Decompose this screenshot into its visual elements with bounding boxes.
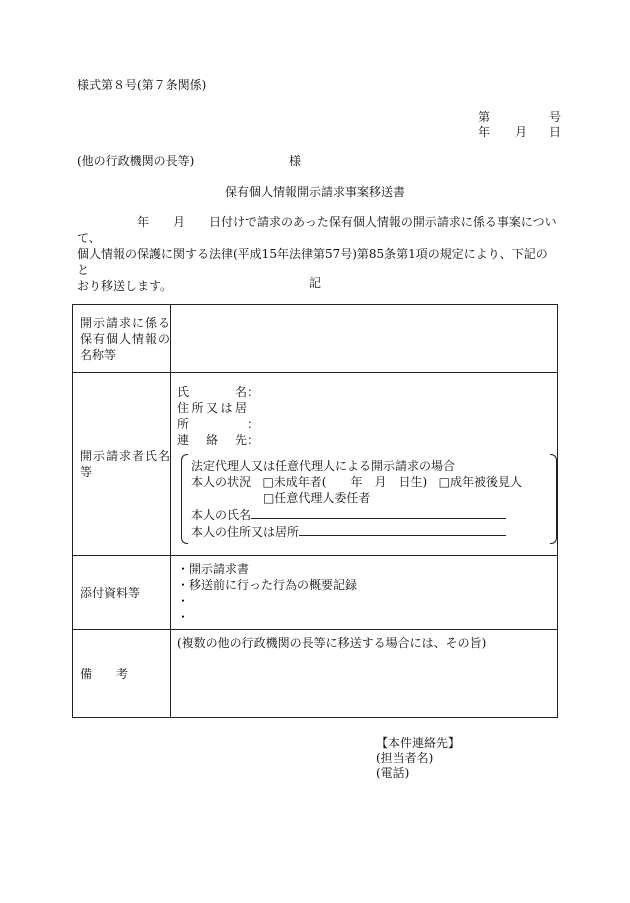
contact-phone: (電話) (376, 766, 410, 780)
info-name-label: 開示請求に係る 保有個人情報の 名称等 (73, 305, 171, 373)
table-row (73, 305, 558, 373)
contact-person: (担当者名) (376, 751, 434, 765)
date-day: 日 (549, 125, 562, 139)
principal-name-field[interactable]: 本人の氏名 (191, 506, 541, 523)
attachment-item[interactable]: ・ (177, 593, 190, 608)
proxy-request-box (181, 454, 551, 544)
principal-status-line: 本人の状況 □未成年者( 年 月 日生) □成年被後見人 (191, 475, 522, 489)
body-line-1: 年 月 日付けで請求のあった保有個人情報の開示請求に係る事案について、 (77, 215, 557, 245)
detail-table (72, 304, 558, 718)
adult-ward-checkbox[interactable]: □成年被後見人 (438, 475, 522, 489)
attachment-item[interactable]: ・ (177, 609, 190, 624)
attachments-value (171, 556, 558, 630)
contact-block (376, 736, 460, 781)
form-number: 様式第８号(第７条関係) (77, 78, 207, 92)
requester-contact-field[interactable]: 連絡先： (177, 433, 260, 447)
doc-number-prefix: 第 (478, 110, 491, 124)
proxy-heading: 法定代理人又は任意代理人による開示請求の場合 (191, 459, 456, 473)
table-row (73, 373, 558, 556)
agent-delegator-checkbox[interactable]: □任意代理人委任者 (263, 491, 371, 505)
date-year: 年 (478, 125, 491, 139)
attachment-item: ・開示請求書 (177, 561, 250, 576)
ki-heading: 記 (308, 276, 321, 290)
minor-checkbox[interactable]: □未成年者( 年 月 日生) (262, 475, 428, 489)
doc-number-suffix: 号 (549, 110, 562, 124)
table-row (73, 556, 558, 630)
body-line-2: 個人情報の保護に関する法律(平成15年法律第57号)第85条第1項の規定により、下記のと (77, 247, 548, 277)
date-month: 月 (515, 125, 528, 139)
addressee: (他の行政機関の長等) (77, 154, 195, 168)
attachments-label: 添付資料等 (73, 556, 171, 630)
body-line-3: おり移送します。 (77, 279, 173, 293)
attachment-item: ・移送前に行った行為の概要記録 (177, 577, 358, 592)
remarks-note: (複数の他の行政機関の長等に移送する場合には、その旨) (177, 636, 487, 650)
document-title: 保有個人情報開示請求事案移送書 (224, 185, 405, 199)
table-row (73, 630, 558, 718)
remarks-value[interactable] (171, 630, 558, 718)
principal-address-field[interactable]: 本人の住所又は居所 (191, 523, 541, 540)
requester-address-field[interactable]: 住所又は居所 ： (177, 401, 260, 431)
requester-name-field[interactable]: 氏名： (177, 385, 260, 399)
requester-label: 開示請求者氏名 等 (73, 373, 171, 556)
remarks-label: 備 考 (73, 630, 171, 718)
honorific: 様 (289, 154, 302, 168)
info-name-value[interactable] (171, 305, 558, 373)
contact-heading: 【本件連絡先】 (376, 736, 461, 750)
requester-value (171, 373, 558, 556)
